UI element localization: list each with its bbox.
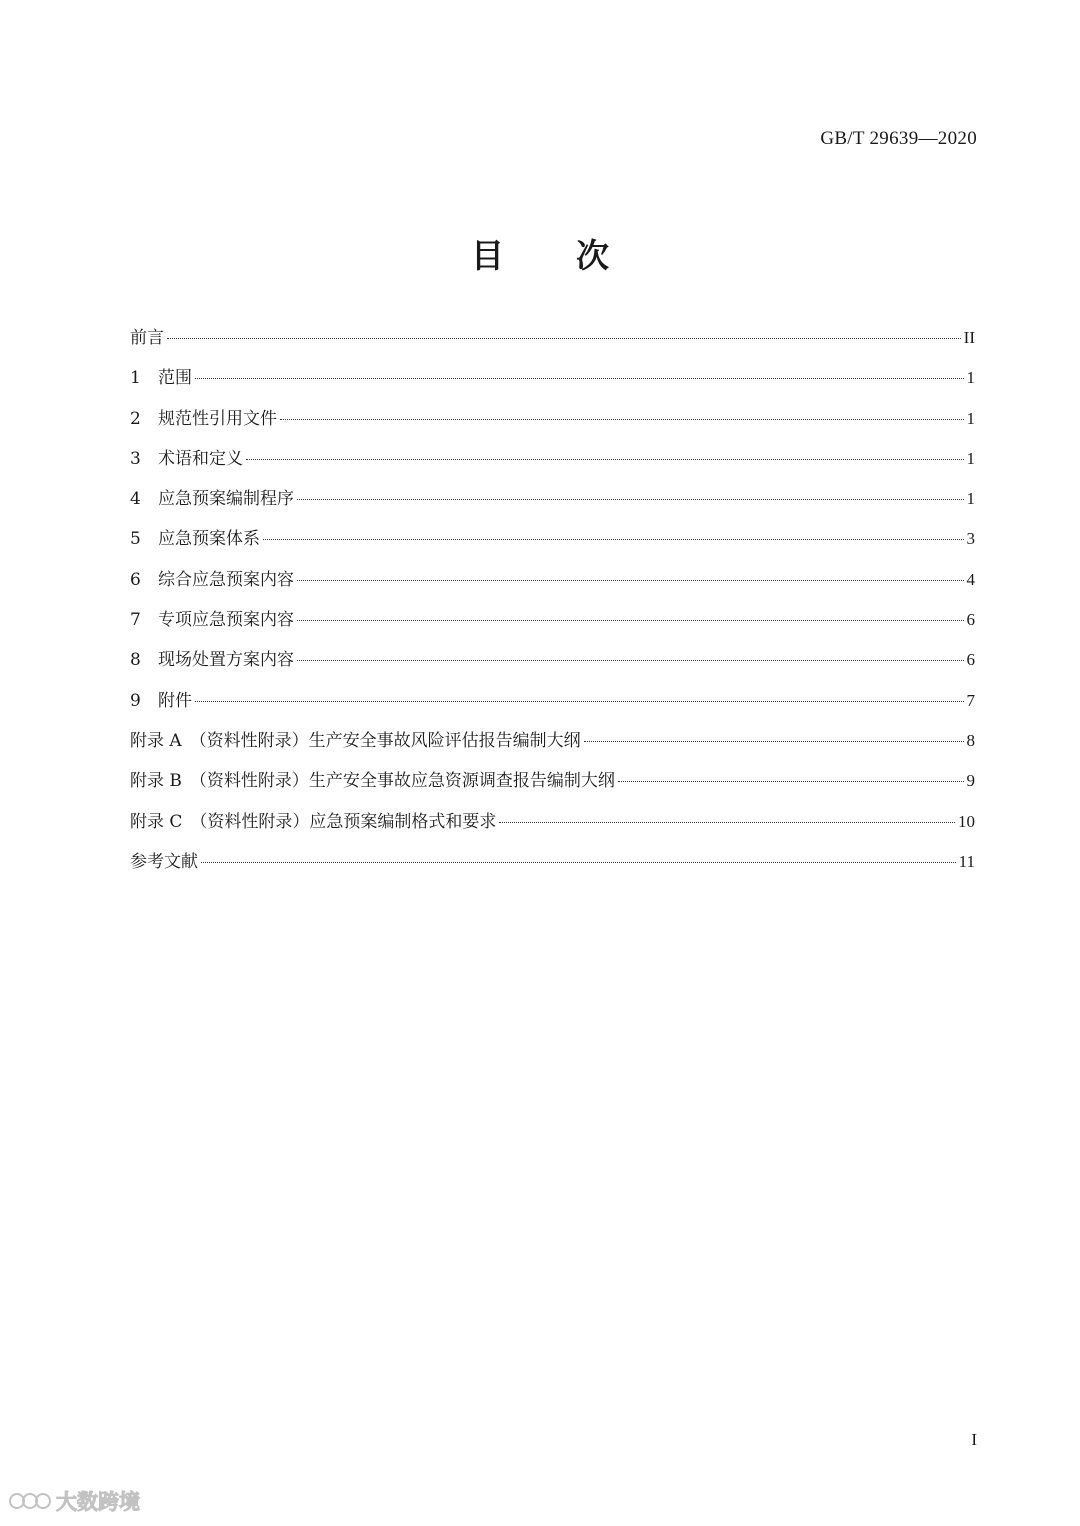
- toc-entry-label: 应急预案编制程序: [158, 489, 294, 510]
- toc-dot-leader: [201, 862, 956, 863]
- toc-entry[interactable]: [130, 523, 975, 563]
- toc-entry-page: 1: [966, 408, 975, 428]
- toc-entry-number: 1: [130, 368, 141, 389]
- toc-entry[interactable]: [130, 322, 975, 362]
- toc-entry[interactable]: [130, 685, 975, 725]
- toc-entry-title: [130, 765, 615, 797]
- toc-dot-leader: [499, 822, 955, 823]
- standard-number: GB/T 29639—2020: [820, 128, 977, 149]
- toc-entry-label: 现场处置方案内容: [158, 650, 294, 671]
- toc-entry-number: 3: [130, 448, 141, 469]
- toc-entry-page: 1: [966, 448, 975, 468]
- table-of-contents: [130, 322, 975, 886]
- toc-entry[interactable]: [130, 846, 975, 886]
- toc-entry-title: [130, 483, 294, 515]
- toc-entry-appendix-prefix: 附录 B: [130, 771, 182, 792]
- toc-dot-leader: [280, 419, 964, 420]
- page-number: I: [971, 1430, 977, 1449]
- toc-dot-leader: [246, 459, 964, 460]
- toc-entry-label: 前言: [130, 328, 164, 348]
- toc-entry[interactable]: [130, 806, 975, 846]
- toc-dot-leader: [263, 539, 964, 540]
- toc-entry-page: 6: [966, 650, 975, 670]
- toc-entry-page: 7: [966, 690, 975, 710]
- toc-entry-title: [130, 604, 294, 636]
- toc-entry-label: 范围: [158, 368, 192, 389]
- toc-entry[interactable]: [130, 403, 975, 443]
- toc-entry-appendix-prefix: 附录 C: [130, 811, 183, 832]
- toc-entry-label: 应急预案体系: [158, 529, 260, 550]
- page-title: 目次: [471, 236, 681, 275]
- toc-entry-number: 2: [130, 408, 141, 429]
- toc-entry-number: 4: [130, 489, 141, 510]
- toc-dot-leader: [195, 701, 964, 702]
- toc-entry-page: 3: [966, 529, 975, 549]
- toc-entry-appendix-prefix: 附录 A: [130, 730, 182, 751]
- toc-entry[interactable]: [130, 604, 975, 644]
- toc-dot-leader: [297, 620, 964, 621]
- watermark-text: 大数跨境: [56, 1490, 140, 1514]
- toc-dot-leader: [297, 660, 964, 661]
- toc-entry-label: 规范性引用文件: [158, 408, 277, 429]
- toc-entry[interactable]: [130, 725, 975, 765]
- toc-dot-leader: [297, 580, 964, 581]
- toc-entry-page: II: [963, 328, 975, 347]
- toc-entry-number: 8: [130, 650, 141, 671]
- toc-entry-number: 6: [130, 569, 141, 590]
- toc-entry-label: （资料性附录）生产安全事故风险评估报告编制大纲: [189, 730, 581, 751]
- toc-entry-title: [130, 644, 294, 676]
- toc-entry-title: [130, 725, 581, 757]
- toc-entry-number: 9: [130, 690, 141, 711]
- toc-dot-leader: [618, 781, 964, 782]
- toc-entry-page: 1: [966, 489, 975, 509]
- toc-entry-label: 专项应急预案内容: [158, 610, 294, 631]
- toc-entry-title: [130, 443, 243, 475]
- toc-dot-leader: [584, 741, 964, 742]
- toc-entry-label: 参考文献: [130, 851, 198, 872]
- toc-entry-label: （资料性附录）应急预案编制格式和要求: [190, 811, 497, 832]
- toc-entry-title: [130, 362, 192, 394]
- toc-entry[interactable]: [130, 362, 975, 402]
- toc-entry-title: [130, 523, 260, 555]
- toc-entry-page: 11: [958, 851, 975, 871]
- toc-entry-number: 7: [130, 610, 141, 631]
- toc-entry-page: 8: [966, 730, 975, 750]
- ooo-logo-icon: [8, 1489, 52, 1513]
- toc-entry-title: [130, 403, 277, 435]
- toc-entry-title: [130, 806, 496, 838]
- toc-entry-page: 10: [958, 811, 975, 831]
- toc-dot-leader: [167, 338, 961, 339]
- watermark: [8, 1486, 140, 1516]
- toc-entry-label: 附件: [158, 690, 192, 711]
- toc-dot-leader: [297, 499, 964, 500]
- toc-entry[interactable]: [130, 564, 975, 604]
- toc-entry-title: [130, 846, 198, 878]
- toc-entry[interactable]: [130, 443, 975, 483]
- toc-entry-number: 5: [130, 529, 141, 550]
- toc-entry-page: 1: [966, 368, 975, 388]
- toc-entry-label: 综合应急预案内容: [158, 569, 294, 590]
- toc-entry-label: 术语和定义: [158, 448, 243, 469]
- toc-entry-page: 9: [966, 771, 975, 791]
- toc-entry-title: [130, 685, 192, 717]
- toc-entry-title: [130, 564, 294, 596]
- toc-entry[interactable]: [130, 644, 975, 684]
- toc-entry[interactable]: [130, 765, 975, 805]
- toc-entry[interactable]: [130, 483, 975, 523]
- toc-entry-title: [130, 322, 164, 354]
- toc-dot-leader: [195, 378, 964, 379]
- toc-entry-page: 4: [966, 569, 975, 589]
- toc-entry-label: （资料性附录）生产安全事故应急资源调查报告编制大纲: [189, 771, 615, 792]
- toc-entry-page: 6: [966, 610, 975, 630]
